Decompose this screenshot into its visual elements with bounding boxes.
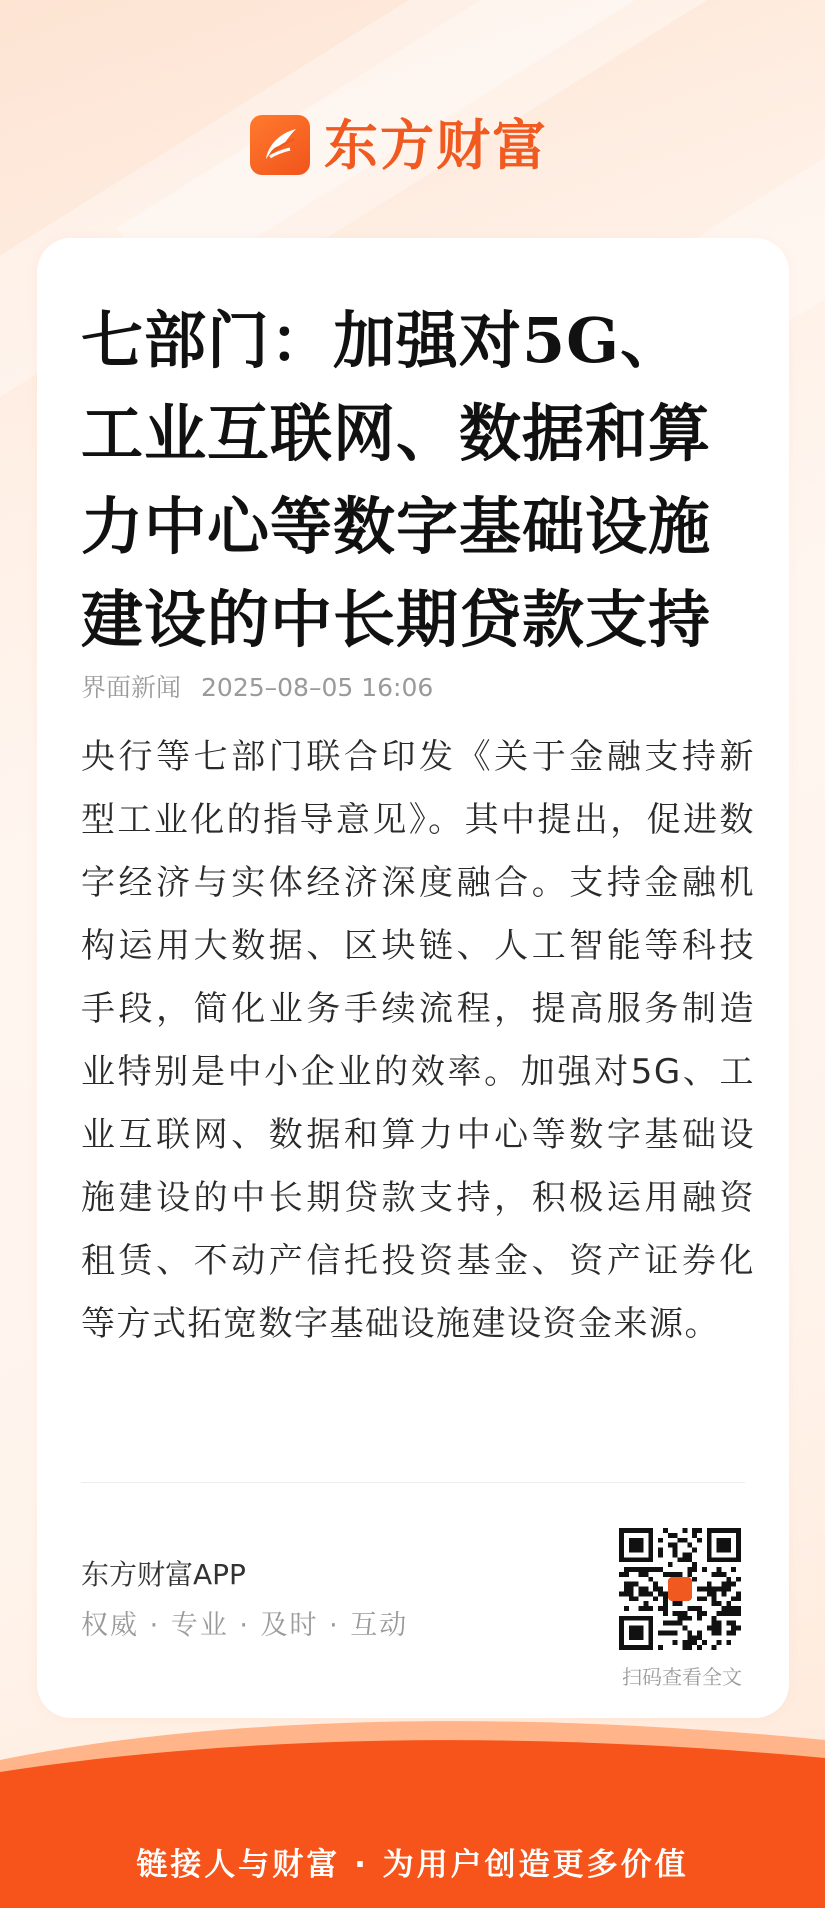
article-source: 界面新闻 — [81, 673, 182, 702]
divider — [81, 1482, 745, 1483]
headline-line: 七部门：加强对5G、 — [81, 304, 684, 377]
app-slogan: 权威 · 专业 · 及时 · 互动 — [81, 1610, 409, 1641]
article-timestamp: 2025–08–05 16:06 — [201, 673, 434, 702]
footer-slogan: 链接人与财富 · 为用户创造更多价值 — [136, 1847, 689, 1883]
headline-line: 建设的中长期贷款支持 — [81, 583, 712, 656]
eastmoney-feather-logo-icon — [250, 115, 310, 175]
app-name: 东方财富APP — [81, 1558, 246, 1591]
qr-caption: 扫码查看全文 — [622, 1665, 742, 1689]
headline-line: 力中心等数字基础设施 — [81, 490, 712, 563]
brand-name: 东方财富 — [324, 113, 548, 177]
article-meta — [81, 668, 433, 708]
article-headline — [81, 294, 751, 666]
headline-line: 工业互联网、数据和算 — [81, 397, 712, 470]
article-body: 央行等七部门联合印发《关于金融支持新型工业化的指导意见》。其中提出，促进数字经济与实体经济深度融合。支持金融机构运用大数据、区块链、人工智能等科技手段，简化业务手续流程，提高服务制造业特别是中小企业的效率。加强对5G、工业互联网、数据和算力中心等数字基础设施建设的中长期贷款支持，积极运用融资租赁、不动产信托投资基金、资产证券化等方式拓宽数字基础设施建设资金来源。 — [81, 737, 755, 1344]
qr-code-icon[interactable] — [619, 1528, 741, 1650]
article-card — [37, 238, 789, 1718]
footer-banner — [0, 1720, 825, 1908]
brand-header — [250, 110, 548, 180]
